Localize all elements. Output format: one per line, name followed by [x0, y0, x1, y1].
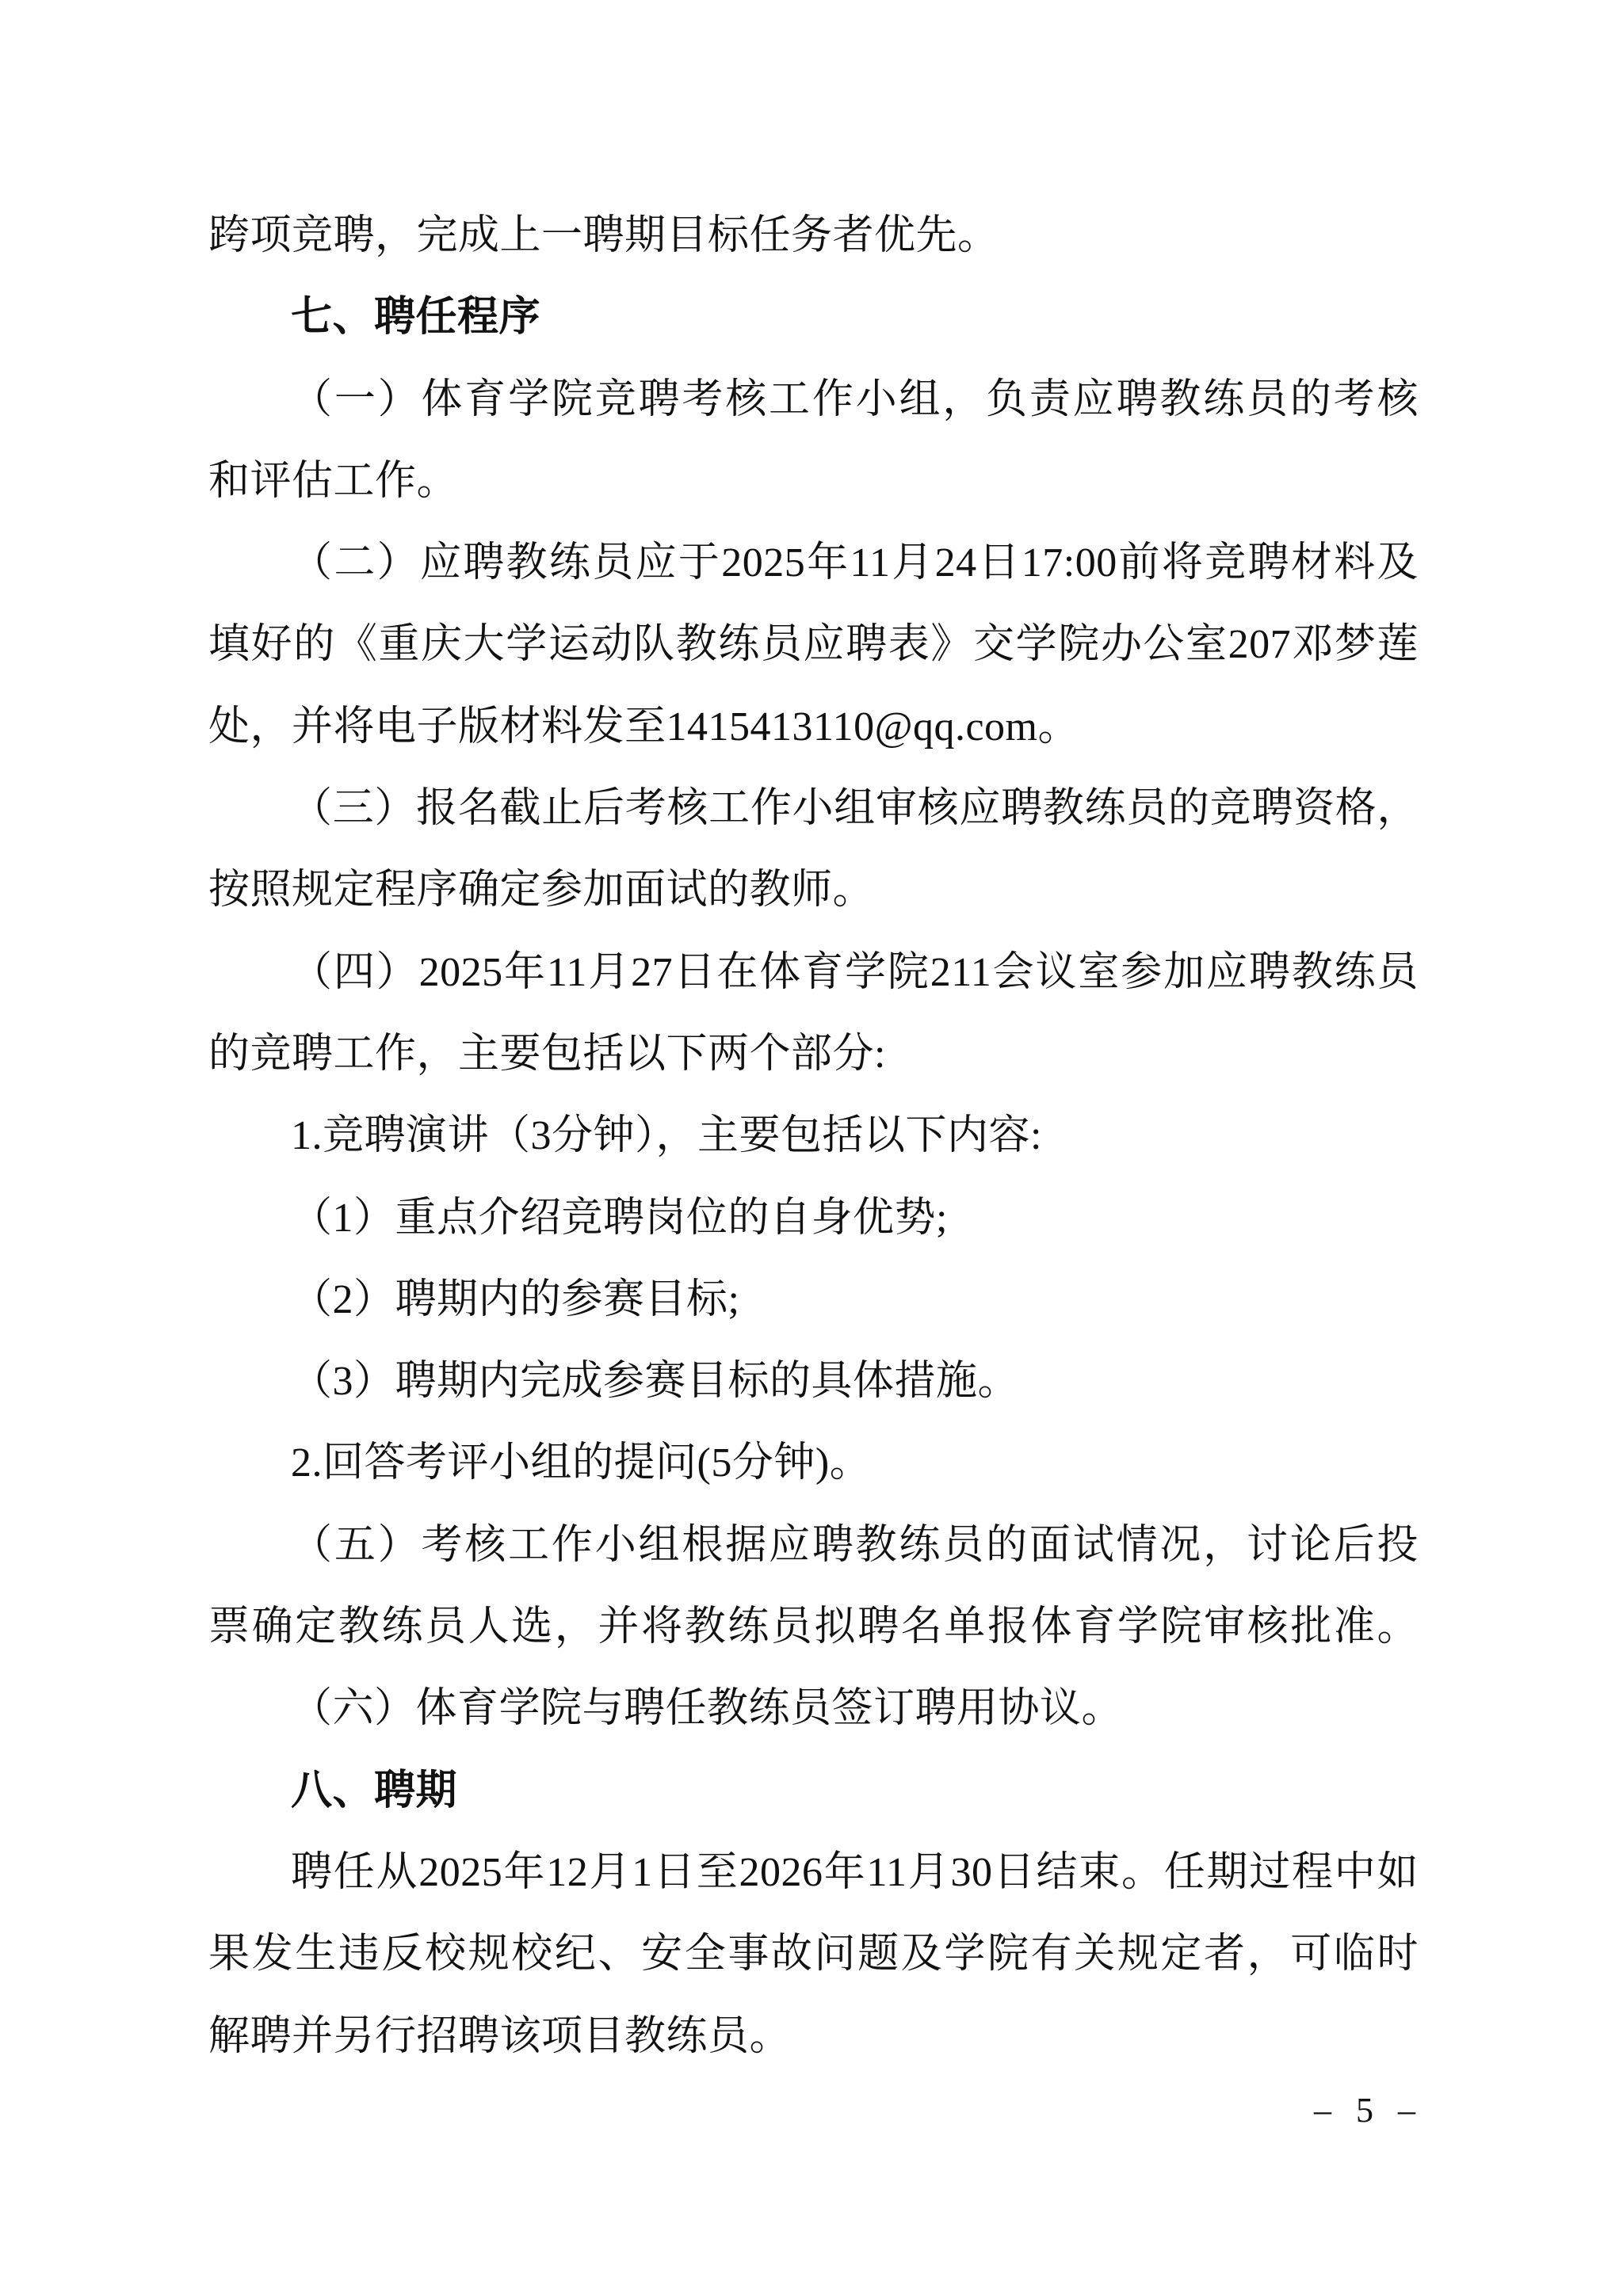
list-item-2: 2.回答考评小组的提问(5分钟)。	[291, 1440, 872, 1486]
body-line: 的竞聘工作，主要包括以下两个部分:	[208, 1031, 886, 1077]
body-line: 聘任从2025年12月1日至2026年11月30日结束。任期过程中如	[291, 1849, 1419, 1895]
section-heading-7: 七、聘任程序	[291, 295, 541, 341]
body-line: 果发生违反校规校纪、安全事故问题及学院有关规定者，可临时	[208, 1932, 1419, 1978]
body-line: 解聘并另行招聘该项目教练员。	[208, 2013, 792, 2059]
body-line: （三）报名截止后考核工作小组审核应聘教练员的竞聘资格，	[291, 786, 1419, 832]
document-body	[208, 195, 1419, 2077]
body-line: 票确定教练员人选，并将教练员拟聘名单报体育学院审核批准。	[208, 1604, 1419, 1650]
body-line: 和评估工作。	[208, 458, 459, 504]
body-line: （五）考核工作小组根据应聘教练员的面试情况，讨论后投	[291, 1522, 1419, 1568]
body-line: 按照规定程序确定参加面试的教师。	[208, 868, 875, 913]
body-line: 跨项竞聘，完成上一聘期目标任务者优先。	[208, 213, 999, 258]
body-line: 填好的《重庆大学运动队教练员应聘表》交学院办公室207邓梦莲	[208, 622, 1419, 668]
body-line: （二）应聘教练员应于2025年11月24日17:00前将竞聘材料及	[291, 540, 1419, 586]
list-item-1-3: （3）聘期内完成参赛目标的具体措施。	[291, 1359, 1020, 1405]
body-line: （一）体育学院竞聘考核工作小组，负责应聘教练员的考核	[291, 376, 1419, 422]
section-heading-8: 八、聘期	[291, 1768, 458, 1814]
list-item-1-2: （2）聘期内的参赛目标;	[291, 1276, 740, 1322]
body-line: （六）体育学院与聘任教练员签订聘用协议。	[291, 1686, 1124, 1732]
list-item-1: 1.竞聘演讲（3分钟），主要包括以下内容:	[291, 1113, 1042, 1159]
page-number: – 5 –	[1314, 2091, 1423, 2130]
body-line: （四）2025年11月27日在体育学院211会议室参加应聘教练员	[291, 949, 1419, 995]
list-item-1-1: （1）重点介绍竞聘岗位的自身优势;	[291, 1195, 948, 1241]
body-line-email: 处，并将电子版材料发至1415413110@qq.com。	[208, 704, 1079, 749]
